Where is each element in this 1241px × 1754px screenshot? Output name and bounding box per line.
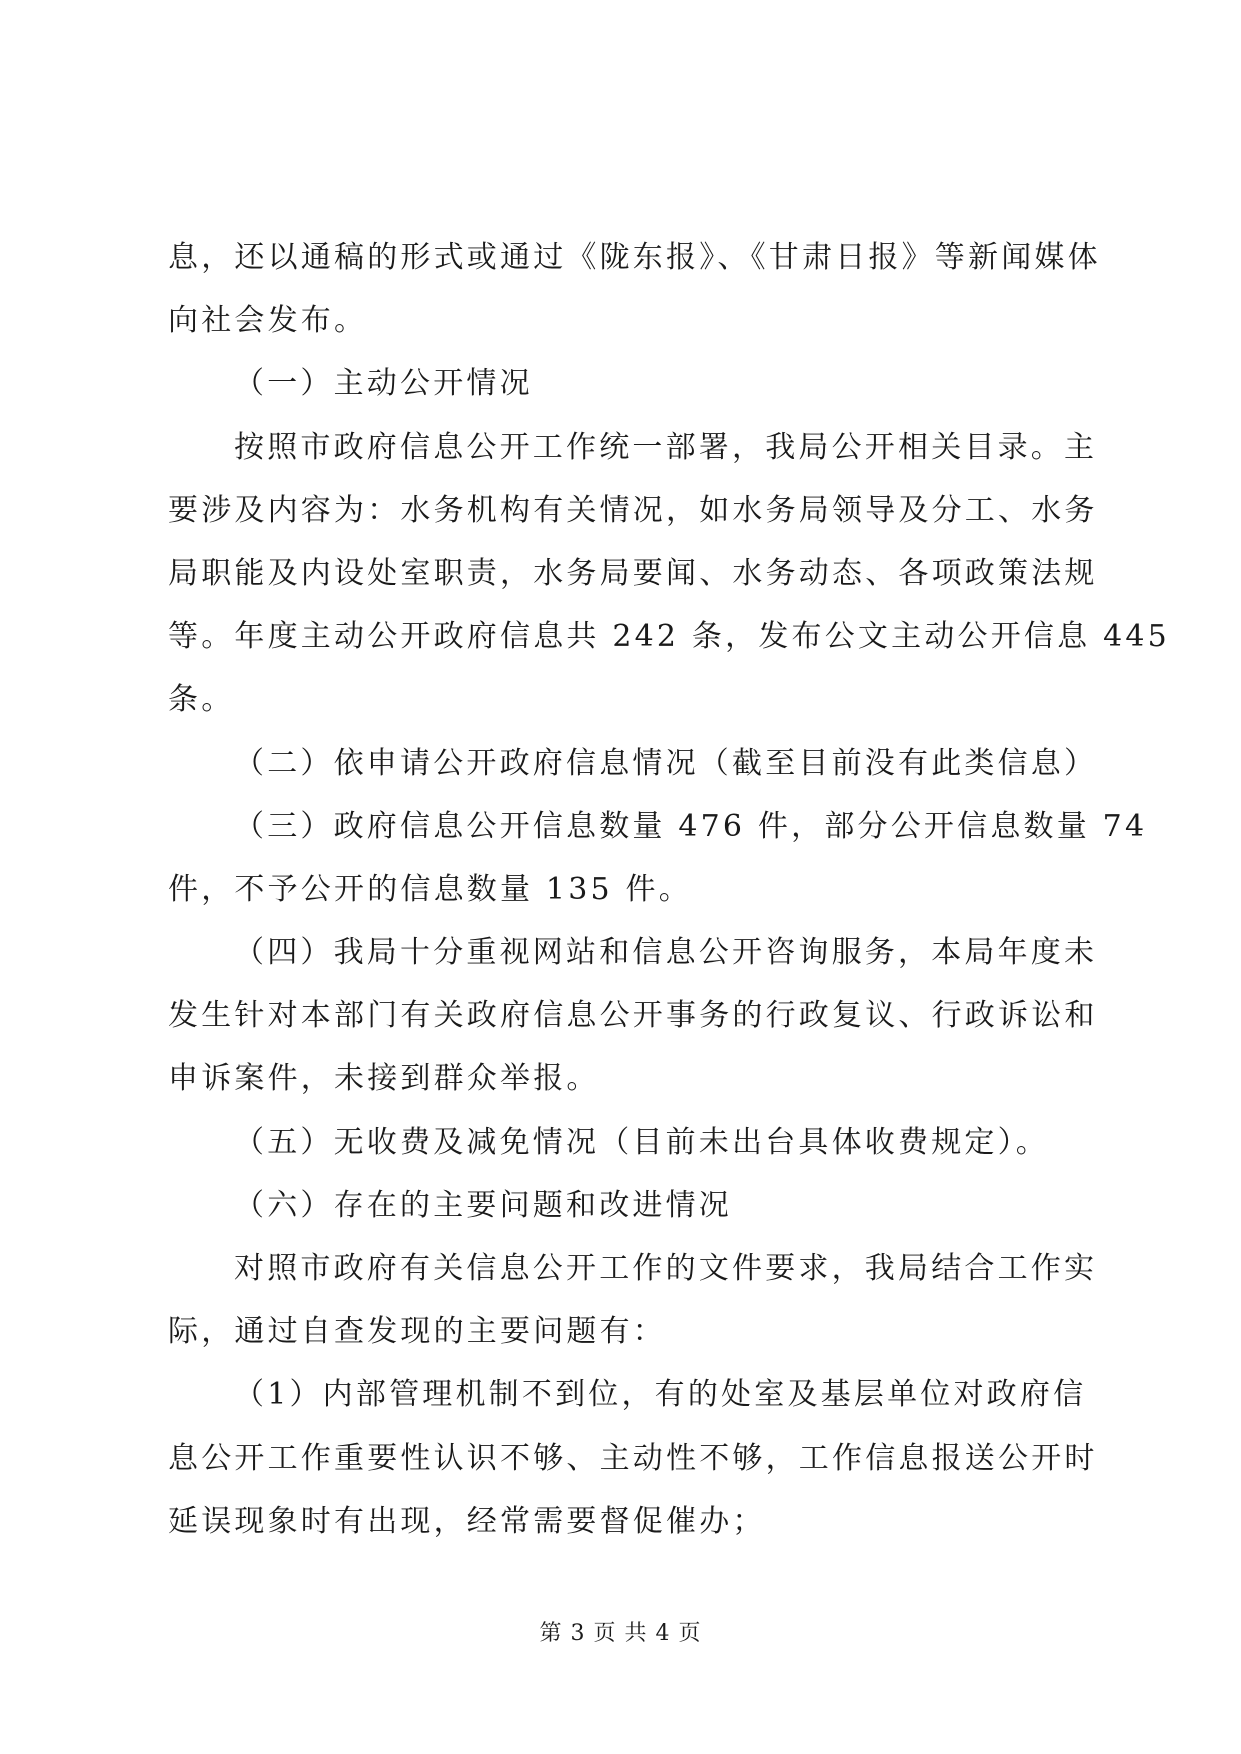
text-line: 要涉及内容为：水务机构有关情况，如水务局领导及分工、水务 bbox=[168, 492, 1098, 528]
text-line: 际，通过自查发现的主要问题有： bbox=[168, 1314, 666, 1350]
text-line: 申诉案件，未接到群众举报。 bbox=[168, 1061, 600, 1097]
page-footer bbox=[0, 1616, 1241, 1647]
text-line: 发生针对本部门有关政府信息公开事务的行政复议、行政诉讼和 bbox=[168, 998, 1098, 1034]
text-line: 息公开工作重要性认识不够、主动性不够，工作信息报送公开时 bbox=[168, 1440, 1098, 1476]
text-line: 息，还以通稿的形式或通过《陇东报》、《甘肃日报》等新闻媒体 bbox=[168, 240, 1101, 275]
section-heading-2: （二）依申请公开政府信息情况（截至目前没有此类信息） bbox=[234, 745, 1098, 781]
page-number-label: 第 3 页 共 4 页 bbox=[539, 1621, 702, 1646]
section-heading-1: （一）主动公开情况 bbox=[234, 366, 533, 402]
body-text bbox=[168, 226, 1170, 1553]
text-line: 件，不予公开的信息数量 135 件。 bbox=[168, 871, 692, 907]
text-line: 条。 bbox=[168, 682, 235, 718]
section-heading-4: （四）我局十分重视网站和信息公开咨询服务，本局年度未 bbox=[234, 935, 1098, 971]
text-line: 延误现象时有出现，经常需要督促催办； bbox=[168, 1503, 766, 1539]
text-line: 局职能及内设处室职责，水务局要闻、水务动态、各项政策法规 bbox=[168, 555, 1098, 591]
text-line: 等。年度主动公开政府信息共 242 条，发布公文主动公开信息 445 bbox=[168, 619, 1170, 655]
text-line: 对照市政府有关信息公开工作的文件要求，我局结合工作实 bbox=[234, 1251, 1098, 1286]
section-heading-6: （六）存在的主要问题和改进情况 bbox=[234, 1187, 732, 1223]
section-heading-5: （五）无收费及减免情况（目前未出台具体收费规定）。 bbox=[234, 1124, 1049, 1160]
list-item-1: （1）内部管理机制不到位，有的处室及基层单位对政府信 bbox=[234, 1377, 1087, 1413]
section-heading-3: （三）政府信息公开信息数量 476 件，部分公开信息数量 74 bbox=[234, 808, 1148, 844]
text-line: 按照市政府信息公开工作统一部署，我局公开相关目录。主 bbox=[234, 429, 1098, 465]
text-line: 向社会发布。 bbox=[168, 303, 368, 339]
